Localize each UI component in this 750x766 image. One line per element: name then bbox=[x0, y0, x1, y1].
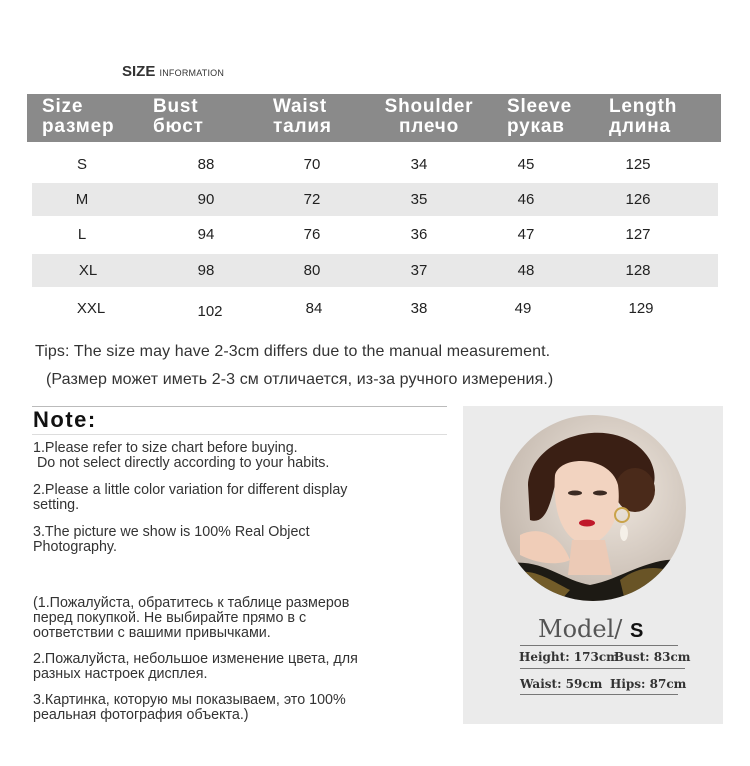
header-sleeve-ru: рукав bbox=[507, 116, 565, 137]
header-sleeve bbox=[507, 97, 572, 137]
cell-sleeve: 47 bbox=[517, 226, 535, 243]
cell-shoulder: 35 bbox=[410, 191, 428, 208]
table-row bbox=[32, 183, 718, 216]
model-hips: Hips: 87cm bbox=[610, 677, 687, 691]
model-divider bbox=[520, 668, 685, 669]
tips-english: Tips: The size may have 2-3cm differs due to the manual measurement. bbox=[35, 343, 551, 360]
size-table-header bbox=[27, 94, 721, 142]
cell-sleeve: 45 bbox=[517, 156, 535, 173]
cell-waist: 80 bbox=[303, 262, 321, 279]
note-item-ru-1: (1.Пожалуйста, обратитесь к таблице размеров перед покупкой. Не выбирайте прямо в с оответствии с вашими привычками. bbox=[33, 595, 350, 641]
cell-size: XXL bbox=[76, 300, 106, 317]
cell-length: 128 bbox=[625, 262, 651, 279]
model-waist: Waist: 59cm bbox=[520, 677, 603, 691]
size-information-heading bbox=[122, 63, 224, 80]
header-shoulder-ru: плечо bbox=[398, 116, 460, 137]
model-size: S bbox=[630, 620, 644, 642]
header-sleeve-en: Sleeve bbox=[507, 96, 573, 117]
header-size-ru: размер bbox=[42, 116, 115, 137]
cell-size: M bbox=[75, 191, 89, 208]
header-bust-en: Bust bbox=[153, 96, 199, 117]
table-row bbox=[32, 218, 718, 251]
cell-bust: 94 bbox=[197, 226, 215, 243]
header-waist-en: Waist bbox=[273, 96, 327, 117]
note-item-en-2: 2.Please a little color variation for different display setting. bbox=[33, 482, 348, 513]
cell-length: 129 bbox=[628, 300, 654, 317]
cell-bust: 102 bbox=[197, 303, 223, 320]
cell-size: L bbox=[77, 226, 87, 243]
header-shoulder bbox=[379, 97, 479, 137]
header-bust bbox=[153, 97, 204, 137]
cell-sleeve: 46 bbox=[517, 191, 535, 208]
cell-shoulder: 34 bbox=[410, 156, 428, 173]
model-bust: Bust: 83cm bbox=[614, 650, 691, 664]
cell-sleeve: 48 bbox=[517, 262, 535, 279]
cell-waist: 72 bbox=[303, 191, 321, 208]
size-heading-sub: INFORMATION bbox=[159, 68, 225, 78]
table-row bbox=[32, 291, 718, 324]
size-heading-main: SIZE bbox=[122, 63, 156, 80]
model-divider bbox=[520, 694, 678, 695]
table-row bbox=[32, 147, 718, 180]
note-title: Note: bbox=[33, 407, 97, 432]
header-waist-ru: талия bbox=[273, 116, 332, 137]
header-bust-ru: бюст bbox=[153, 116, 204, 137]
header-waist bbox=[273, 97, 332, 137]
model-height: Height: 173cm bbox=[519, 650, 619, 664]
header-length bbox=[609, 97, 677, 137]
cell-waist: 76 bbox=[303, 226, 321, 243]
header-length-en: Length bbox=[609, 96, 678, 117]
cell-size: XL bbox=[78, 262, 98, 279]
note-item-ru-2: 2.Пожалуйста, небольшое изменение цвета, для разных настроек дисплея. bbox=[33, 651, 358, 682]
cell-shoulder: 36 bbox=[410, 226, 428, 243]
model-label: Model/ bbox=[538, 615, 623, 643]
model-photo bbox=[500, 415, 686, 601]
header-shoulder-en: Shoulder bbox=[384, 96, 474, 117]
model-divider bbox=[520, 645, 678, 646]
cell-size: S bbox=[76, 156, 88, 173]
cell-bust: 90 bbox=[197, 191, 215, 208]
model-title bbox=[538, 615, 643, 643]
cell-length: 125 bbox=[625, 156, 651, 173]
header-size bbox=[42, 97, 114, 137]
header-length-ru: длина bbox=[609, 116, 671, 137]
cell-shoulder: 37 bbox=[410, 262, 428, 279]
cell-shoulder: 38 bbox=[410, 300, 428, 317]
cell-waist: 70 bbox=[303, 156, 321, 173]
cell-length: 126 bbox=[625, 191, 651, 208]
table-row bbox=[32, 254, 718, 287]
cell-length: 127 bbox=[625, 226, 651, 243]
cell-bust: 88 bbox=[197, 156, 215, 173]
cell-bust: 98 bbox=[197, 262, 215, 279]
note-item-ru-3: 3.Картинка, которую мы показываем, это 100% реальная фотография объекта.) bbox=[33, 692, 346, 723]
cell-sleeve: 49 bbox=[514, 300, 532, 317]
header-size-en: Size bbox=[42, 96, 84, 117]
tips-russian: (Размер может иметь 2-3 см отличается, из-за ручного измерения.) bbox=[46, 371, 554, 388]
note-divider bbox=[32, 434, 447, 435]
note-item-en-3: 3.The picture we show is 100% Real Object Photography. bbox=[33, 524, 310, 555]
cell-waist: 84 bbox=[305, 300, 323, 317]
note-item-en-1: 1.Please refer to size chart before buying. Do not select directly according to your habits. bbox=[33, 440, 330, 471]
